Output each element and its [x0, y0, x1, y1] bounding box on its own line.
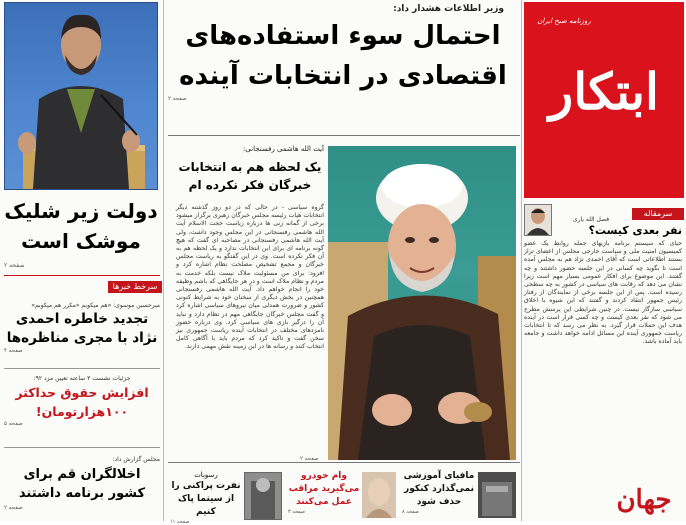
- footer-logo: جهان: [616, 485, 672, 515]
- lead-kicker: وزیر اطلاعات هشدار داد:: [393, 4, 504, 14]
- brief-item-1[interactable]: [4, 301, 160, 354]
- bottom-headline-3: نمی‌گذارد کنکور حذف شود: [404, 484, 474, 507]
- interview-headline-line1: یک لحظه هم به انتخابات: [178, 160, 322, 174]
- brief-page-ref-1: صفحه ۴: [4, 348, 23, 354]
- editorial-tag: سرمقاله: [632, 208, 684, 220]
- rafsanjani-photo: [328, 146, 516, 460]
- bottom-strip-thumb-2: [362, 472, 396, 518]
- brief-page-ref-3: صفحه ۲: [4, 505, 23, 511]
- brief-headline-2: افزایش حقوق حداکثر ۱۰۰هزارتومان!: [15, 385, 149, 419]
- interview-headline-line2: خبرگان فکر نکرده ام: [188, 178, 312, 192]
- editorial-title[interactable]: نفر بعدی کیست؟: [588, 224, 682, 237]
- bottom-headline-1: نفرت پراکنی را از سینما پاک کنیم: [171, 481, 241, 517]
- masthead-logo: ابتکار: [549, 62, 659, 121]
- brief-headline-3: اخلالگران قم برای کشور برنامه داشتند: [18, 467, 146, 501]
- bottom-strip-thumb-1: [244, 472, 282, 520]
- bottom-kicker-1: رسوبات: [194, 471, 218, 479]
- brief-kicker-2: جزئیات نشست ۳ ساعته تعیین مزد ۹۲:: [33, 375, 131, 382]
- lead-headline-line1: احتمال سوء استفاده‌های: [185, 21, 501, 51]
- bottom-headline-2: می‌گیرید مراقب عمل می‌کنند: [288, 484, 360, 507]
- brief-item-2[interactable]: [4, 374, 160, 427]
- left-headline-line1: دولت زیر شلیک: [4, 199, 158, 223]
- bottom-page-ref-2: صفحه ۳: [288, 509, 305, 515]
- interview-headline[interactable]: [176, 158, 324, 194]
- left-headline[interactable]: [4, 196, 158, 256]
- left-headline-line2: موشک است: [21, 229, 141, 253]
- news-brief-tag: سرخط خبرها: [108, 281, 162, 293]
- bottom-strip-item-1[interactable]: [170, 470, 242, 525]
- interview-page-ref: صفحه ۲: [300, 456, 319, 462]
- brief-item-3[interactable]: [4, 455, 160, 511]
- lead-story[interactable]: [168, 2, 518, 102]
- brief-kicker-3: مجلس گزارش داد:: [112, 456, 160, 463]
- minister-photo: [4, 2, 158, 190]
- bottom-strip-thumb-3: [478, 472, 516, 518]
- brief-kicker-1: میرحسین موسوی: «هم میکوبم «مکرر هم میکوبم»: [31, 302, 160, 309]
- bottom-strip-item-2[interactable]: [288, 470, 360, 515]
- left-page-ref: صفحه ۲: [4, 262, 25, 269]
- editorial-body: حیای که سیستم برنامه بازیهای جمله روابط یک عضو کمیسیون امنیت ملی و سیاست خارجی مجلس از اعضای تراز بستند اطلاعاتی است که آقای احمدی نژاد هم به مجلس آمده است تا بگوید چه کسانی در این جلسه حضور داشتند و چه گفتند. این موضوع برای افکار عمومی بسیار مهم است زیرا نشان می دهد که رقابت های سیاسی در کشور به چه سطحی رسیده است. پس از این جلسه برخی از نمایندگان از رفتار رئیس جمهور انتقاد کردند و گفتند که این شیوه با اخلاق سیاسی سازگار نیست. در چنین شرایطی این پرسش مطرح می شود که نفر بعدی کیست و چه کسی قرار است در آینده هدف این حملات قرار گیرد. به نظر می رسد که تا انتخابات ریاست جمهوری آینده این مسائل ادامه خواهد داشت و جامعه باید آماده باشد.: [524, 240, 682, 346]
- author-photo: [524, 204, 552, 236]
- bottom-kicker-3: مافیای آموزشی: [403, 471, 475, 481]
- bottom-kicker-2: وام خودرو: [301, 471, 347, 481]
- bottom-page-ref-1: صفحه ۱۱: [170, 519, 190, 525]
- masthead-subtitle: روزنامه صبح ایران: [537, 17, 591, 25]
- masthead: [524, 2, 684, 198]
- brief-headline-1: تجدید خاطره احمدی نژاد با مجری مناظره‌ها: [6, 311, 158, 346]
- lead-page-ref: صفحه ۲: [168, 96, 187, 102]
- brief-page-ref-2: صفحه ۵: [4, 421, 23, 427]
- bottom-strip-item-3[interactable]: [402, 470, 476, 515]
- interview-body: گروه سیاسی - در حالی که در دو روز گذشته دیگر انتخابات هیات رئیسه مجلس خبرگان رهبری برگزار میشود برخی از گمانه زنی ها درباره ریاست حجت الاسلام آیت الله هاشمی رفسنجانی در این مجلس وجود داشت، ولی آیت الله هاشمی رفسنجانی در مصاحبه ای گفت که هیچ گونه برنامه ای برای این انتخابات ندارد و یک لحظه هم به آن فکر نکرده است. وی در این گفتگو به ریاست مجلس خبرگان و مجمع تشخیص مصلحت نظام اشاره کرد و افزود: برای من مسئولیت ملاک نیست بلکه خدمت به مردم و نظام ملاک است و در هر جایگاهی که باشم وظیفه خود را انجام خواهم داد. آیت الله هاشمی رفسنجانی همچنین در بخش دیگری از سخنان خود به شرایط کنونی کشور و ضرورت همدلی میان نیروهای سیاسی اشاره کرد و گفت مجلس خبرگان جایگاهی مهم در نظام دارد و نباید آن را درگیر بازی های سیاسی کرد. وی درباره حضور نامزدهای مختلف در انتخابات آینده ریاست جمهوری نیز سخن گفت و تاکید کرد که مردم باید با آگاهی کامل انتخاب کنند و رسانه ها در این زمینه نقش مهمی دارند.: [176, 204, 324, 351]
- lead-headline-line2: اقتصادی در انتخابات آینده: [179, 61, 507, 91]
- interview-kicker: آیت الله هاشمی رفسنجانی:: [242, 145, 324, 153]
- editorial-author: فصل الله یاری: [572, 216, 610, 223]
- bottom-page-ref-3: صفحه ۸: [402, 509, 419, 515]
